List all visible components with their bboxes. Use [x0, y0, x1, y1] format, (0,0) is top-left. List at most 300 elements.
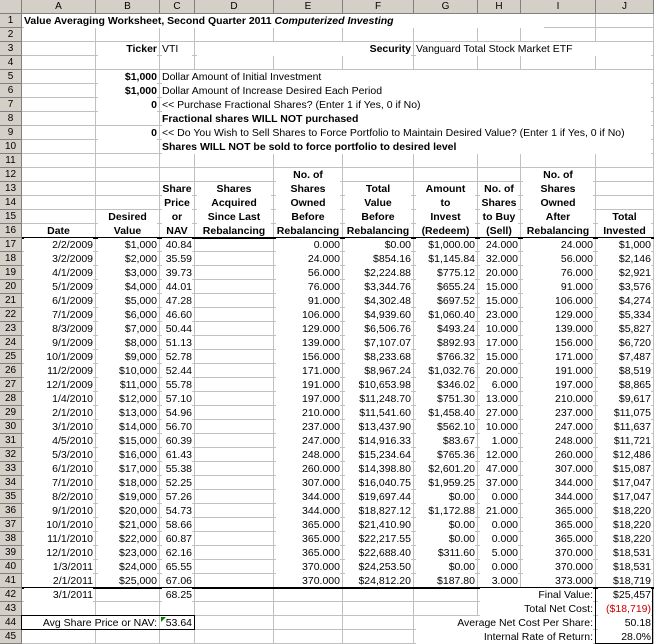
table-cell[interactable]: 197.000 [276, 392, 340, 406]
table-cell[interactable]: $11,248.70 [345, 392, 411, 406]
table-cell[interactable]: $8,967.24 [345, 364, 411, 378]
table-cell[interactable]: $11,075 [598, 406, 651, 420]
header-invest[interactable]: to [416, 196, 475, 210]
table-cell[interactable]: 237.000 [276, 420, 340, 434]
table-cell[interactable]: $1,458.40 [416, 406, 475, 420]
column-header-a[interactable]: A [22, 0, 96, 14]
header-invest[interactable]: (Redeem) [416, 224, 475, 238]
table-cell[interactable]: 39.73 [162, 266, 192, 280]
total-net-cost-label[interactable]: Total Net Cost: [480, 602, 593, 616]
table-cell[interactable]: 58.66 [162, 518, 192, 532]
table-cell[interactable]: 57.10 [162, 392, 192, 406]
table-cell[interactable]: $766.32 [416, 350, 475, 364]
table-cell[interactable]: $0.00 [345, 238, 411, 252]
table-cell[interactable]: 50.44 [162, 322, 192, 336]
row-header-8[interactable]: 8 [0, 112, 22, 126]
table-cell[interactable]: 1.000 [480, 434, 518, 448]
header-date[interactable]: Date [24, 224, 93, 238]
table-cell[interactable]: 4/5/2010 [24, 434, 93, 448]
header-nav[interactable]: Share [162, 183, 192, 195]
table-cell[interactable]: $8,000 [98, 336, 157, 350]
table-cell[interactable]: $19,000 [98, 490, 157, 504]
table-cell[interactable]: $2,000 [98, 252, 157, 266]
table-cell[interactable]: 32.000 [480, 252, 518, 266]
header-owned-after[interactable]: No. of [523, 168, 593, 182]
row-header-7[interactable]: 7 [0, 98, 22, 112]
table-cell[interactable]: 6.000 [480, 378, 518, 392]
header-desired[interactable]: Value [98, 224, 157, 238]
table-cell[interactable]: $346.02 [416, 378, 475, 392]
table-cell[interactable]: 47.28 [162, 294, 192, 308]
header-desired[interactable]: Desired [98, 210, 157, 224]
table-cell[interactable]: 365.000 [276, 532, 340, 546]
table-cell[interactable]: $0.00 [416, 518, 475, 532]
table-cell[interactable]: $493.24 [416, 322, 475, 336]
header-owned-after[interactable]: Owned [523, 196, 593, 210]
table-cell[interactable]: $18,220 [598, 532, 651, 546]
row-header-33[interactable]: 33 [0, 462, 22, 476]
row-header-26[interactable]: 26 [0, 364, 22, 378]
table-cell[interactable]: $1,959.25 [416, 476, 475, 490]
table-cell[interactable]: 365.000 [523, 532, 593, 546]
table-cell[interactable]: 15.000 [480, 294, 518, 308]
table-cell[interactable]: 10/1/2010 [24, 518, 93, 532]
table-cell[interactable]: $14,916.33 [345, 434, 411, 448]
row-header-15[interactable]: 15 [0, 210, 22, 224]
table-cell[interactable]: $12,486 [598, 448, 651, 462]
table-cell[interactable]: 15.000 [480, 350, 518, 364]
table-cell[interactable]: $7,000 [98, 322, 157, 336]
table-cell[interactable]: 370.000 [523, 546, 593, 560]
table-cell[interactable]: 4/1/2009 [24, 266, 93, 280]
table-cell[interactable]: $17,047 [598, 490, 651, 504]
table-cell[interactable]: 10.000 [480, 322, 518, 336]
avg-price-label[interactable]: Avg Share Price or NAV: [24, 616, 157, 630]
header-acquired[interactable]: Since Last [197, 210, 271, 224]
table-cell[interactable]: $7,487 [598, 350, 651, 364]
table-cell[interactable]: 7/1/2010 [24, 476, 93, 490]
header-acquired[interactable]: Shares [197, 182, 271, 196]
table-cell[interactable]: $10,653.98 [345, 378, 411, 392]
table-cell[interactable]: $0.00 [416, 490, 475, 504]
table-cell[interactable]: $5,827 [598, 322, 651, 336]
table-cell[interactable]: 260.000 [276, 462, 340, 476]
row-header-3[interactable]: 3 [0, 42, 22, 56]
table-cell[interactable]: $2,146 [598, 252, 651, 266]
final-nav[interactable]: 68.25 [162, 588, 192, 602]
table-cell[interactable]: 2/1/2011 [24, 574, 93, 588]
table-cell[interactable]: $1,000 [598, 238, 651, 252]
table-cell[interactable]: 54.73 [162, 504, 192, 518]
row-header-20[interactable]: 20 [0, 280, 22, 294]
header-invest[interactable]: Amount [416, 182, 475, 196]
table-cell[interactable]: $8,865 [598, 378, 651, 392]
header-buy[interactable]: (Sell) [480, 224, 518, 238]
table-cell[interactable]: $4,302.48 [345, 294, 411, 308]
table-cell[interactable]: $17,047 [598, 476, 651, 490]
table-cell[interactable]: $19,697.44 [345, 490, 411, 504]
initial-investment-input[interactable]: $1,000 [98, 70, 157, 84]
table-cell[interactable]: $16,000 [98, 448, 157, 462]
row-header-10[interactable]: 10 [0, 140, 22, 154]
table-cell[interactable]: 197.000 [523, 378, 593, 392]
row-header-35[interactable]: 35 [0, 490, 22, 504]
table-cell[interactable]: $5,334 [598, 308, 651, 322]
irr-value[interactable]: 28.0% [598, 630, 651, 644]
table-cell[interactable]: $15,234.64 [345, 448, 411, 462]
table-cell[interactable]: 237.000 [523, 406, 593, 420]
table-cell[interactable]: $10,000 [98, 364, 157, 378]
header-acquired[interactable]: Acquired [197, 196, 271, 210]
table-cell[interactable]: 0.000 [480, 518, 518, 532]
row-header-21[interactable]: 21 [0, 294, 22, 308]
table-cell[interactable]: 47.000 [480, 462, 518, 476]
table-cell[interactable]: $25,000 [98, 574, 157, 588]
table-cell[interactable]: 106.000 [276, 308, 340, 322]
table-cell[interactable]: 191.000 [523, 364, 593, 378]
column-header-j[interactable]: J [596, 0, 654, 14]
table-cell[interactable]: $3,576 [598, 280, 651, 294]
row-header-28[interactable]: 28 [0, 392, 22, 406]
table-cell[interactable]: $6,000 [98, 308, 157, 322]
table-cell[interactable]: 171.000 [276, 364, 340, 378]
header-buy[interactable]: Shares [481, 197, 517, 209]
table-cell[interactable]: $8,519 [598, 364, 651, 378]
table-cell[interactable]: 55.38 [162, 462, 192, 476]
row-header-31[interactable]: 31 [0, 434, 22, 448]
table-cell[interactable]: 139.000 [523, 322, 593, 336]
sell-shares-prompt[interactable]: << Do You Wish to Sell Shares to Force Portfolio to Maintain Desired Value? (Enter 1 if Yes, 0 if No) [162, 126, 651, 140]
table-cell[interactable]: 51.13 [162, 336, 192, 350]
table-cell[interactable]: 67.06 [162, 574, 192, 588]
increase-amount-label[interactable]: Dollar Amount of Increase Desired Each Period [162, 84, 651, 98]
row-header-38[interactable]: 38 [0, 532, 22, 546]
header-buy[interactable]: to Buy [480, 210, 518, 224]
table-cell[interactable]: $187.80 [416, 574, 475, 588]
table-cell[interactable]: 57.26 [162, 490, 192, 504]
ticker-label[interactable]: Ticker [98, 42, 157, 56]
table-cell[interactable]: 9/1/2009 [24, 336, 93, 350]
table-cell[interactable]: 56.000 [276, 266, 340, 280]
table-cell[interactable]: 76.000 [276, 280, 340, 294]
table-cell[interactable]: 12/1/2010 [24, 546, 93, 560]
initial-investment-label[interactable]: Dollar Amount of Initial Investment [162, 70, 651, 84]
table-cell[interactable]: $4,939.60 [345, 308, 411, 322]
row-header-39[interactable]: 39 [0, 546, 22, 560]
row-header-12[interactable]: 12 [0, 168, 22, 182]
column-header-c[interactable]: C [160, 0, 195, 14]
table-cell[interactable]: 52.25 [162, 476, 192, 490]
table-cell[interactable]: $18,000 [98, 476, 157, 490]
table-cell[interactable]: 24.000 [480, 238, 518, 252]
table-cell[interactable]: 210.000 [276, 406, 340, 420]
table-cell[interactable]: 65.55 [162, 560, 192, 574]
header-nav[interactable]: or [162, 210, 192, 224]
table-cell[interactable]: 344.000 [276, 490, 340, 504]
header-acquired[interactable]: Rebalancing [197, 224, 271, 238]
sell-shares-input[interactable]: 0 [98, 126, 157, 140]
table-cell[interactable]: 6/1/2009 [24, 294, 93, 308]
table-cell[interactable]: 365.000 [523, 518, 593, 532]
column-header-f[interactable]: F [343, 0, 414, 14]
table-cell[interactable]: 3.000 [480, 574, 518, 588]
row-header-23[interactable]: 23 [0, 322, 22, 336]
row-header-24[interactable]: 24 [0, 336, 22, 350]
table-cell[interactable]: 13.000 [480, 392, 518, 406]
table-cell[interactable]: 10.000 [480, 420, 518, 434]
table-cell[interactable]: 8/3/2009 [24, 322, 93, 336]
table-cell[interactable]: 307.000 [523, 462, 593, 476]
header-buy[interactable]: No. of [480, 182, 518, 196]
table-cell[interactable]: $2,601.20 [416, 462, 475, 476]
table-cell[interactable]: 191.000 [276, 378, 340, 392]
table-cell[interactable]: 6/1/2010 [24, 462, 93, 476]
table-cell[interactable]: $765.36 [416, 448, 475, 462]
table-cell[interactable]: $18,220 [598, 518, 651, 532]
header-invest[interactable]: Invest [416, 210, 475, 224]
table-cell[interactable]: 370.000 [276, 560, 340, 574]
table-cell[interactable]: 62.16 [162, 546, 192, 560]
table-cell[interactable]: $12,000 [98, 392, 157, 406]
irr-label[interactable]: Internal Rate of Return: [416, 630, 593, 644]
table-cell[interactable]: $8,233.68 [345, 350, 411, 364]
avg-net-cost[interactable]: 50.18 [598, 616, 651, 630]
row-header-34[interactable]: 34 [0, 476, 22, 490]
table-cell[interactable]: 56.000 [523, 252, 593, 266]
table-cell[interactable]: 129.000 [523, 308, 593, 322]
table-cell[interactable]: $854.16 [345, 252, 411, 266]
table-cell[interactable]: $655.24 [416, 280, 475, 294]
header-value-before[interactable]: Before [345, 210, 411, 224]
table-cell[interactable]: 5.000 [480, 546, 518, 560]
table-cell[interactable]: $22,000 [98, 532, 157, 546]
table-cell[interactable]: $751.30 [416, 392, 475, 406]
row-header-22[interactable]: 22 [0, 308, 22, 322]
table-cell[interactable]: $9,617 [598, 392, 651, 406]
table-cell[interactable]: $6,506.76 [345, 322, 411, 336]
table-cell[interactable]: 106.000 [523, 294, 593, 308]
table-cell[interactable]: $697.52 [416, 294, 475, 308]
table-cell[interactable]: $18,531 [598, 560, 651, 574]
security-input[interactable]: Vanguard Total Stock Market ETF [416, 42, 651, 56]
table-cell[interactable]: 1/3/2011 [24, 560, 93, 574]
table-cell[interactable]: 60.87 [162, 532, 192, 546]
table-cell[interactable]: 129.000 [276, 322, 340, 336]
table-cell[interactable]: $22,688.40 [345, 546, 411, 560]
table-cell[interactable]: 15.000 [480, 280, 518, 294]
table-cell[interactable]: $1,000 [98, 238, 157, 252]
table-cell[interactable]: $1,172.88 [416, 504, 475, 518]
table-cell[interactable]: 344.000 [523, 490, 593, 504]
header-owned-before[interactable]: No. of [276, 168, 340, 182]
header-owned-before[interactable]: Owned [276, 196, 340, 210]
header-value-before[interactable]: Total [345, 182, 411, 196]
table-cell[interactable]: 56.70 [162, 420, 192, 434]
fractional-shares-input[interactable]: 0 [98, 98, 157, 112]
table-cell[interactable]: 52.78 [162, 350, 192, 364]
header-owned-before[interactable]: Shares [276, 182, 340, 196]
table-cell[interactable]: $13,437.90 [345, 420, 411, 434]
table-cell[interactable]: $24,253.50 [345, 560, 411, 574]
table-cell[interactable]: $24,000 [98, 560, 157, 574]
table-cell[interactable]: 61.43 [162, 448, 192, 462]
table-cell[interactable]: $11,000 [98, 378, 157, 392]
table-cell[interactable]: $18,531 [598, 546, 651, 560]
row-header-5[interactable]: 5 [0, 70, 22, 84]
table-cell[interactable]: 139.000 [276, 336, 340, 350]
row-header-30[interactable]: 30 [0, 420, 22, 434]
table-cell[interactable]: 5/3/2010 [24, 448, 93, 462]
table-cell[interactable]: $1,000.00 [416, 238, 475, 252]
table-cell[interactable]: $1,032.76 [416, 364, 475, 378]
table-cell[interactable]: 3/2/2009 [24, 252, 93, 266]
row-header-18[interactable]: 18 [0, 252, 22, 266]
table-cell[interactable]: 156.000 [276, 350, 340, 364]
header-nav[interactable]: Price [162, 196, 192, 210]
row-header-16[interactable]: 16 [0, 224, 22, 238]
row-header-6[interactable]: 6 [0, 84, 22, 98]
table-cell[interactable]: 260.000 [523, 448, 593, 462]
table-cell[interactable]: 17.000 [480, 336, 518, 350]
table-cell[interactable]: $83.67 [416, 434, 475, 448]
table-cell[interactable]: 171.000 [523, 350, 593, 364]
table-cell[interactable]: 9/1/2010 [24, 504, 93, 518]
final-date[interactable]: 3/1/2011 [24, 588, 93, 602]
table-cell[interactable]: $21,410.90 [345, 518, 411, 532]
table-cell[interactable]: 27.000 [480, 406, 518, 420]
total-net-cost[interactable]: ($18,719) [598, 602, 651, 616]
table-cell[interactable]: 20.000 [480, 266, 518, 280]
table-cell[interactable]: 8/2/2010 [24, 490, 93, 504]
table-cell[interactable]: 248.000 [276, 448, 340, 462]
avg-price[interactable]: 53.64 [162, 616, 192, 630]
table-cell[interactable]: 21.000 [480, 504, 518, 518]
table-cell[interactable]: 365.000 [276, 546, 340, 560]
row-header-32[interactable]: 32 [0, 448, 22, 462]
column-header-d[interactable]: D [195, 0, 274, 14]
table-cell[interactable]: 247.000 [523, 420, 593, 434]
column-header-h[interactable]: H [478, 0, 521, 14]
column-header-i[interactable]: I [521, 0, 596, 14]
row-header-1[interactable]: 1 [0, 14, 22, 28]
table-cell[interactable]: $562.10 [416, 420, 475, 434]
table-cell[interactable]: 365.000 [276, 518, 340, 532]
table-cell[interactable]: 248.000 [523, 434, 593, 448]
table-cell[interactable]: $21,000 [98, 518, 157, 532]
table-cell[interactable]: 52.44 [162, 364, 192, 378]
table-cell[interactable]: 44.01 [162, 280, 192, 294]
table-cell[interactable]: $11,637 [598, 420, 651, 434]
row-header-14[interactable]: 14 [0, 196, 22, 210]
table-cell[interactable]: 37.000 [480, 476, 518, 490]
row-header-25[interactable]: 25 [0, 350, 22, 364]
table-cell[interactable]: 11/1/2010 [24, 532, 93, 546]
table-cell[interactable]: $14,398.80 [345, 462, 411, 476]
table-cell[interactable]: 0.000 [480, 532, 518, 546]
table-cell[interactable]: $0.00 [416, 560, 475, 574]
avg-net-cost-label[interactable]: Average Net Cost Per Share: [416, 616, 593, 630]
header-total-invested[interactable]: Invested [598, 224, 651, 238]
row-header-37[interactable]: 37 [0, 518, 22, 532]
row-header-4[interactable]: 4 [0, 56, 22, 70]
table-cell[interactable]: 24.000 [523, 238, 593, 252]
table-cell[interactable]: $17,000 [98, 462, 157, 476]
column-header-b[interactable]: B [96, 0, 160, 14]
row-header-36[interactable]: 36 [0, 504, 22, 518]
table-cell[interactable]: 10/1/2009 [24, 350, 93, 364]
table-cell[interactable]: 370.000 [276, 574, 340, 588]
column-header-g[interactable]: G [414, 0, 478, 14]
table-cell[interactable]: 46.60 [162, 308, 192, 322]
table-cell[interactable]: $18,220 [598, 504, 651, 518]
table-cell[interactable]: $0.00 [416, 532, 475, 546]
row-header-2[interactable]: 2 [0, 28, 22, 42]
table-cell[interactable]: 0.000 [276, 238, 340, 252]
table-cell[interactable]: $11,721 [598, 434, 651, 448]
select-all-corner[interactable] [0, 0, 22, 14]
table-cell[interactable]: 1/4/2010 [24, 392, 93, 406]
row-header-19[interactable]: 19 [0, 266, 22, 280]
table-cell[interactable]: 91.000 [523, 280, 593, 294]
table-cell[interactable]: $4,274 [598, 294, 651, 308]
fractional-shares-prompt[interactable]: << Purchase Fractional Shares? (Enter 1 if Yes, 0 if No) [162, 98, 651, 112]
row-header-42[interactable]: 42 [0, 588, 22, 602]
header-total-invested[interactable]: Total [598, 210, 651, 224]
table-cell[interactable]: $11,541.60 [345, 406, 411, 420]
table-cell[interactable]: $23,000 [98, 546, 157, 560]
table-cell[interactable]: $311.60 [416, 546, 475, 560]
final-value[interactable]: $25,457 [598, 588, 651, 602]
table-cell[interactable]: 54.96 [162, 406, 192, 420]
header-owned-before[interactable]: Before [276, 210, 340, 224]
table-cell[interactable]: $15,000 [98, 434, 157, 448]
table-cell[interactable]: $18,719 [598, 574, 651, 588]
table-cell[interactable]: 12.000 [480, 448, 518, 462]
table-cell[interactable]: 7/1/2009 [24, 308, 93, 322]
table-cell[interactable]: $20,000 [98, 504, 157, 518]
row-header-11[interactable]: 11 [0, 154, 22, 168]
row-header-29[interactable]: 29 [0, 406, 22, 420]
table-cell[interactable]: 12/1/2009 [24, 378, 93, 392]
row-header-40[interactable]: 40 [0, 560, 22, 574]
header-owned-after[interactable]: Shares [523, 182, 593, 196]
table-cell[interactable]: $7,107.07 [345, 336, 411, 350]
row-header-41[interactable]: 41 [0, 574, 22, 588]
security-label[interactable]: Security [197, 42, 411, 56]
table-cell[interactable]: 5/1/2009 [24, 280, 93, 294]
table-cell[interactable]: 91.000 [276, 294, 340, 308]
table-cell[interactable]: 0.000 [480, 560, 518, 574]
table-cell[interactable]: $4,000 [98, 280, 157, 294]
row-header-9[interactable]: 9 [0, 126, 22, 140]
table-cell[interactable]: 2/2/2009 [24, 238, 93, 252]
table-cell[interactable]: 247.000 [276, 434, 340, 448]
header-owned-before[interactable]: Rebalancing [276, 225, 340, 237]
table-cell[interactable]: $5,000 [98, 294, 157, 308]
column-header-e[interactable]: E [274, 0, 343, 14]
sell-shares-status[interactable]: Shares WILL NOT be sold to force portfolio to desired level [162, 140, 651, 154]
table-cell[interactable]: 344.000 [276, 504, 340, 518]
ticker-input[interactable]: VTI [162, 42, 192, 56]
fractional-shares-status[interactable]: Fractional shares WILL NOT purchased [162, 112, 651, 126]
header-owned-after[interactable]: Rebalancing [523, 224, 593, 238]
table-cell[interactable]: $2,224.88 [345, 266, 411, 280]
row-header-45[interactable]: 45 [0, 630, 22, 644]
row-header-27[interactable]: 27 [0, 378, 22, 392]
table-cell[interactable]: $13,000 [98, 406, 157, 420]
table-cell[interactable]: 0.000 [480, 490, 518, 504]
row-header-44[interactable]: 44 [0, 616, 22, 630]
